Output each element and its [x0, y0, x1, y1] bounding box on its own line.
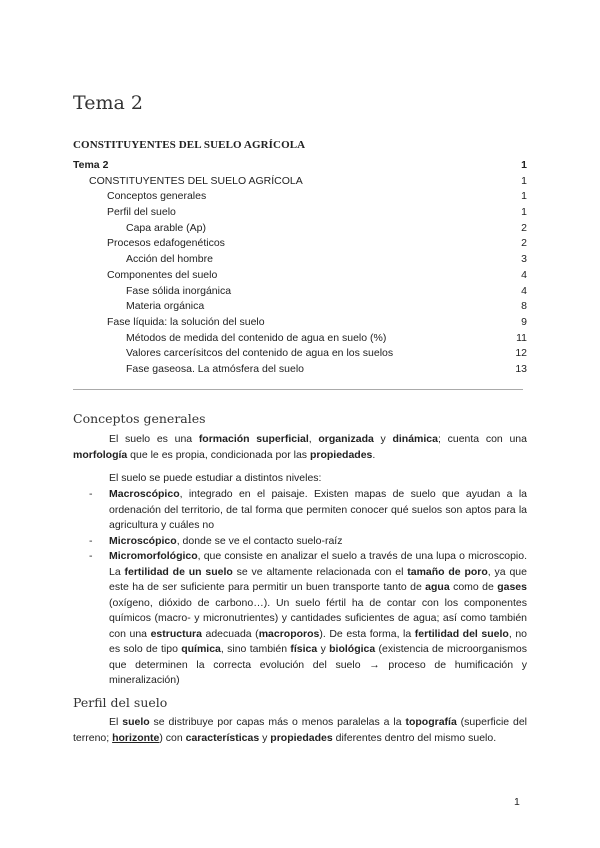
toc-entry[interactable]	[73, 315, 527, 331]
bold-term: características	[185, 731, 260, 744]
toc-entry-page: 1	[521, 206, 527, 219]
toc-entry[interactable]	[73, 299, 527, 315]
section-heading-conceptos: Conceptos generales	[73, 411, 206, 426]
toc-entry[interactable]	[73, 221, 527, 237]
toc-entry-page: 2	[521, 221, 527, 234]
toc-entry[interactable]	[73, 252, 527, 268]
table-of-contents	[73, 158, 527, 378]
text-run: ; cuenta con una	[438, 433, 527, 445]
toc-entry-label: Capa arable (Ap)	[126, 221, 206, 234]
toc-heading: CONSTITUYENTES DEL SUELO AGRÍCOLA	[73, 139, 306, 151]
toc-entry-label: Materia orgánica	[126, 300, 205, 313]
toc-entry-label: Procesos edafogenéticos	[107, 237, 225, 250]
text-run: ). De esta forma, la	[319, 627, 415, 640]
toc-entry-page: 4	[521, 284, 527, 297]
toc-entry-label: Perfil del suelo	[107, 206, 176, 219]
toc-entry-label: Componentes del suelo	[107, 268, 218, 281]
toc-entry-page: 1	[521, 174, 527, 187]
toc-entry-label: Conceptos generales	[107, 190, 207, 203]
divider	[73, 389, 523, 390]
toc-entry[interactable]	[73, 158, 527, 174]
toc-entry-label: Métodos de medida del contenido de agua en suelo (%)	[126, 331, 387, 344]
bold-term: Micromorfológico	[109, 550, 198, 562]
toc-entry-label: Fase sólida inorgánica	[126, 284, 232, 297]
toc-entry[interactable]	[73, 236, 527, 252]
paragraph-perfil	[73, 715, 527, 746]
bullet-dash: -	[89, 488, 93, 500]
text-run: y	[317, 643, 330, 655]
toc-entry-label: Acción del hombre	[126, 253, 213, 266]
toc-entry[interactable]	[73, 174, 527, 190]
text-run: (superficie del terreno;	[73, 716, 528, 744]
levels-list	[73, 487, 527, 689]
bold-term: propiedades	[309, 448, 373, 461]
text-run: que le es propia, condicionada por las	[127, 448, 310, 461]
text-run: como de	[449, 581, 498, 593]
list-item	[73, 549, 527, 689]
bold-term: macroporos	[258, 627, 320, 640]
bold-term: morfología	[73, 448, 128, 461]
toc-entry-page: 1	[521, 159, 527, 171]
text-run: .	[372, 448, 376, 461]
toc-entry[interactable]	[73, 362, 527, 378]
text-run: se distribuye por capas más o menos paralelas a la	[149, 716, 406, 728]
toc-entry-label: Fase gaseosa. La atmósfera del suelo	[126, 362, 305, 375]
text-run: y	[259, 731, 271, 744]
toc-entry-label: Fase líquida: la solución del suelo	[107, 315, 265, 328]
toc-entry[interactable]	[73, 268, 527, 284]
bullet-dash: -	[89, 550, 93, 562]
bold-term: propiedades	[270, 731, 333, 744]
toc-entry-label: CONSTITUYENTES DEL SUELO AGRÍCOLA	[89, 174, 303, 187]
text-run: , no es solo de tipo	[109, 627, 527, 655]
toc-entry-label: Valores carcerísitcos del contenido de agua en los suelos	[126, 347, 394, 360]
text-run: El	[109, 716, 123, 728]
bold-term: topografía	[405, 716, 457, 728]
toc-entry-page: 1	[521, 190, 527, 203]
bold-term: Microscópico	[109, 534, 177, 547]
text-run: diferentes dentro del mismo suelo.	[332, 731, 497, 744]
text-run: El suelo es una	[109, 433, 199, 445]
toc-entry[interactable]	[73, 284, 527, 300]
text-run: , integrado en el paisaje. Existen mapas de suelo que ayudan a la ordenación del territorio, de tal forma que permiten conocer qué suelos son aptos para la agricultura y cuáles no	[109, 488, 527, 531]
page-title: Tema 2	[73, 92, 143, 114]
text-run: se ve altamente relacionada con el	[232, 565, 408, 578]
list-item	[73, 534, 527, 550]
page-number: 1	[514, 796, 520, 808]
bold-term: tamaño de poro	[407, 565, 488, 578]
text-run: ) con	[159, 731, 186, 744]
toc-entry-page: 11	[516, 331, 527, 344]
bold-term: agua	[425, 581, 450, 593]
toc-entry-page: 9	[521, 315, 527, 328]
text-run: adecuada (	[201, 627, 259, 640]
text-run: , que consiste en analizar el suelo a través de una lupa o microscopio. La	[109, 550, 527, 578]
toc-entry-page: 13	[515, 362, 527, 375]
bold-term: fertilidad del suelo	[414, 627, 509, 640]
bold-term: organizada	[318, 433, 374, 445]
toc-entry-page: 3	[521, 253, 527, 266]
text-run: (oxígeno, dióxido de carbono…). Un suelo fértil ha de contar con los componentes químicos (macro- y micronutrientes) y cantidades suficientes de agua; así como también con una	[109, 596, 527, 640]
bold-term: biológica	[329, 643, 376, 655]
toc-entry[interactable]	[73, 346, 527, 362]
toc-entry-page: 2	[521, 237, 527, 250]
text-run: y	[373, 433, 393, 445]
text-run: , donde se ve el contacto suelo-raíz	[176, 534, 343, 547]
toc-entry[interactable]	[73, 189, 527, 205]
bold-term: química	[181, 643, 221, 655]
bold-term: fertilidad de un suelo	[124, 565, 233, 578]
toc-entry[interactable]	[73, 205, 527, 221]
paragraph-levels-intro	[73, 471, 527, 487]
list-item	[73, 487, 527, 534]
section-heading-perfil: Perfil del suelo	[73, 695, 168, 710]
paragraph-definition	[73, 432, 527, 463]
toc-entry[interactable]	[73, 331, 527, 347]
toc-entry-page: 12	[515, 347, 527, 360]
bold-term: Macroscópico	[109, 488, 180, 500]
bold-term: dinámica	[392, 433, 438, 445]
toc-entry-page: 8	[521, 300, 527, 313]
toc-entry-label: Tema 2	[73, 159, 109, 171]
bold-term: gases	[497, 581, 527, 593]
bold-term: suelo	[122, 716, 150, 728]
bold-term: formación superficial	[198, 433, 309, 445]
bullet-dash: -	[89, 534, 93, 547]
underlined-bold-term: horizonte	[112, 731, 160, 744]
text-run: , sino también	[220, 643, 291, 655]
toc-entry-page: 4	[521, 268, 527, 281]
text-run: (existencia de microorganismos que determinen la correcta evolución del suelo → proceso de humificación y mineralización)	[109, 643, 527, 686]
bold-term: física	[290, 643, 318, 655]
text-run: , ya que este ha de ser suficiente para permitir un buen transporte tanto de	[109, 565, 527, 593]
text-run: El suelo se puede estudiar a distintos niveles:	[109, 472, 322, 484]
bold-term: estructura	[150, 627, 202, 640]
text-run: ,	[308, 433, 319, 445]
